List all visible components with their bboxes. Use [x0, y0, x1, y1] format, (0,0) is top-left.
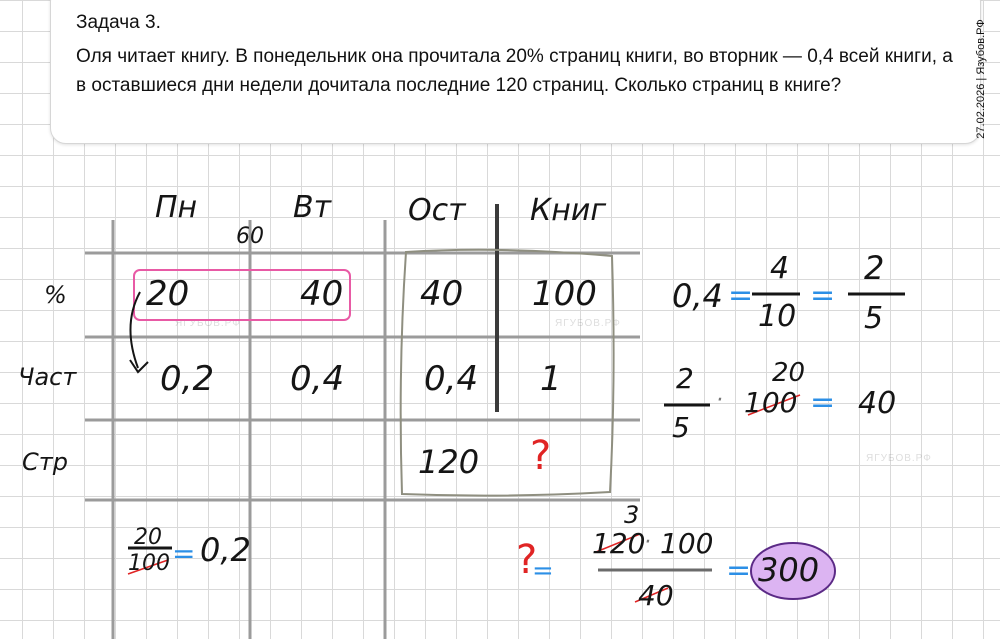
eq4-result: 300 — [758, 551, 820, 589]
row-label-part: Част — [18, 363, 77, 391]
eq2-reduced: 20 — [772, 358, 806, 388]
eq2-dot: · — [716, 388, 723, 413]
eq1-equals: = — [728, 278, 754, 313]
cell-part-rest: 0,4 — [424, 359, 479, 399]
cell-percent-mon: 20 — [146, 274, 190, 314]
eq1-num2: 2 — [864, 249, 885, 287]
eq4-equals-2: = — [726, 553, 752, 588]
eq3-den: 100 — [128, 551, 170, 576]
cell-part-book: 1 — [540, 359, 562, 399]
eq4-top-crossed: 120 — [592, 527, 646, 560]
header-rest: Ост — [408, 193, 466, 228]
eq1-num1: 4 — [770, 251, 790, 286]
eq3-num: 20 — [134, 525, 162, 550]
eq1-equals-2: = — [810, 278, 836, 313]
eq2-num: 2 — [676, 362, 694, 395]
arrow-head — [130, 360, 148, 372]
eq2-crossed: 100 — [744, 386, 798, 419]
cell-percent-book: 100 — [532, 274, 597, 314]
row-label-pages: Стр — [22, 448, 68, 476]
watermark: ЯГУБОВ.РФ — [555, 318, 621, 329]
eq4-den-crossed: 40 — [638, 579, 674, 612]
cell-part-mon: 0,2 — [160, 359, 215, 399]
eq4-question: ? — [516, 537, 538, 583]
eq3-equals: = — [172, 537, 196, 570]
header-book: Книг — [530, 193, 607, 228]
cell-percent-rest: 40 — [420, 274, 464, 314]
eq1-den2: 5 — [864, 301, 884, 336]
side-label-text: 27.02.2026 | Язубов.РФ — [975, 19, 987, 139]
eq2-equals: = — [810, 385, 836, 420]
merged-percent: 60 — [236, 224, 264, 249]
cell-pages-book: ? — [530, 433, 552, 479]
eq4-top2: 100 — [660, 527, 714, 560]
eq4-equals: = — [532, 556, 554, 586]
cell-percent-tue: 40 — [300, 274, 344, 314]
task-text: Оля читает книгу. В понедельник она прочитала 20% страниц книги, во вторник — 0,4 всей книги, а в оставшиеся дни недели дочитала последние 120 страниц. Сколько страниц в книге? — [76, 46, 953, 96]
eq1-den1: 10 — [758, 299, 797, 334]
eq4-dot: · — [644, 530, 651, 555]
cell-part-tue: 0,4 — [290, 359, 345, 399]
cell-pages-rest: 120 — [418, 443, 480, 481]
watermark: ЯГУБОВ.РФ — [175, 318, 241, 329]
row-label-percent: % — [44, 281, 67, 309]
eq3-result: 0,2 — [200, 531, 251, 569]
eq4-top-reduced: 3 — [624, 501, 640, 529]
eq2-den: 5 — [672, 411, 690, 444]
watermark: ЯГУБОВ.РФ — [866, 453, 932, 464]
arrow-path — [130, 292, 140, 368]
header-tue: Вт — [293, 190, 332, 225]
task-title: Задача 3. — [76, 12, 161, 33]
eq1-lhs: 0,4 — [672, 277, 723, 315]
eq2-result: 40 — [858, 386, 897, 421]
header-mon: Пн — [155, 190, 198, 225]
